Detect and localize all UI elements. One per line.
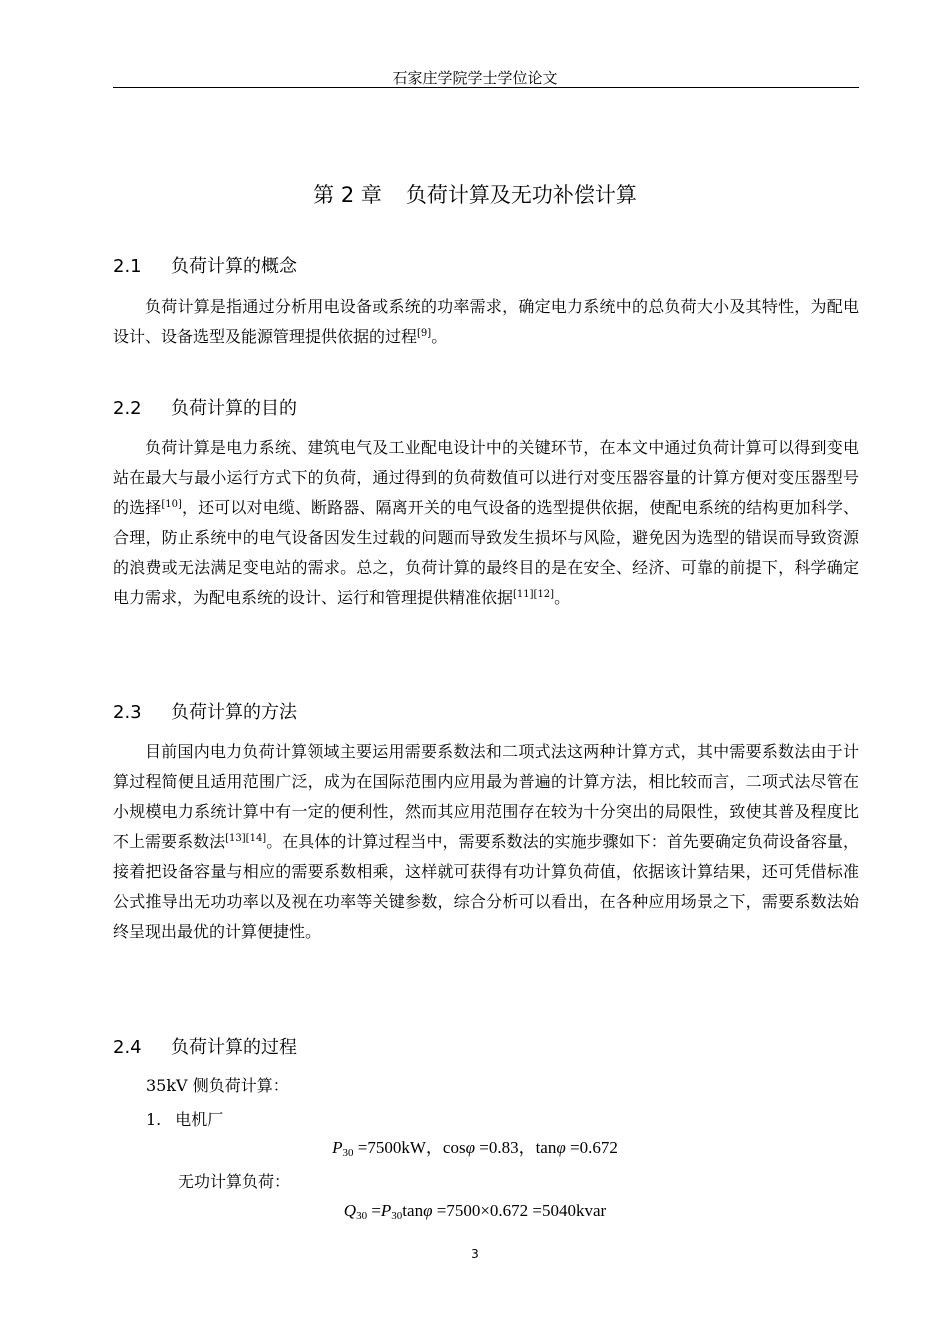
formula-text: =0.672 (565, 1138, 618, 1157)
section-heading-2-4 (113, 1035, 297, 1061)
paragraph-text: 。 (431, 327, 448, 346)
formula-text: =7500×0.672 =5040kvar (432, 1201, 607, 1220)
chapter-name: 负荷计算及无功补偿计算 (405, 183, 637, 207)
symbol-p: P (332, 1138, 343, 1157)
section-title: 负荷计算的过程 (171, 1037, 297, 1058)
calc-intro: 35kV 侧负荷计算： (146, 1076, 289, 1095)
section-number: 2.2 (113, 398, 142, 419)
section-number: 2.4 (113, 1037, 142, 1058)
section-title: 负荷计算的目的 (171, 398, 297, 419)
formula-text: =7500kW，cos (353, 1138, 466, 1157)
section-number: 2.3 (113, 702, 142, 723)
paragraph-text: 。 (554, 588, 571, 607)
paragraph-text: 负荷计算是电力系统、建筑电气及工业配电设计中的关键环节，在本文中通过负荷计算可以得到变电站在最大与最小运行方式下的负荷，通过得到的负荷数值可以进行对变压器容量的计算方便对变压器型号的选择 (113, 438, 859, 517)
list-item-name: 电机厂 (175, 1110, 224, 1129)
citation-10: [10] (161, 499, 182, 510)
citation-9: [9] (417, 328, 432, 339)
running-header: 石家庄学院学士学位论文 (392, 69, 558, 87)
formula-text: tan (402, 1201, 424, 1220)
reactive-load-label: 无功计算负荷： (178, 1172, 291, 1191)
section-heading-2-2 (113, 396, 297, 422)
symbol-phi: φ (465, 1138, 475, 1157)
section-title: 负荷计算的概念 (171, 256, 297, 277)
list-item-number: 1. (146, 1110, 162, 1129)
paragraph-text: 目前国内电力负荷计算领域主要运用需要系数法和二项式法这两种计算方式，其中需要系数法由于计算过程简便且适用范围广泛，成为在国际范围内应用最为普遍的计算方法，相比较而言，二项式法尽管在小规模电力系统计算中有一定的便利性，然而其应用范围存在较为十分突出的局限性，致使其普及程度比不上需要系数法 (113, 742, 859, 851)
section-heading-2-1 (113, 254, 297, 280)
paragraph-2-1 (113, 292, 859, 352)
paragraph-2-3 (113, 737, 859, 947)
paragraph-2-2 (113, 433, 859, 613)
section-title: 负荷计算的方法 (171, 702, 297, 723)
citation-13-14: [13][14] (225, 833, 267, 844)
page-number: 3 (471, 1247, 479, 1261)
paragraph-text: 负荷计算是指通过分析用电设备或系统的功率需求，确定电力系统中的总负荷大小及其特性，为配电设计、设备选型及能源管理提供依据的过程 (113, 297, 859, 346)
chapter-number: 第 2 章 (313, 183, 382, 207)
symbol-p: P (380, 1201, 392, 1220)
formula-text: = (367, 1201, 381, 1220)
symbol-q: Q (343, 1201, 357, 1220)
formula-p30 (0, 1135, 950, 1161)
symbol-phi: φ (423, 1201, 433, 1220)
section-heading-2-3 (113, 700, 297, 726)
citation-11-12: [11][12] (513, 589, 555, 600)
paragraph-text: ，还可以对电缆、断路器、隔离开关的电气设备的选型提供依据，使配电系统的结构更加科学、合理，防止系统中的电气设备因发生过载的问题而导致发生损坏与风险，避免因为选型的错误而导致资源的浪费或无法满足变电站的需求。总之，负荷计算的最终目的是在安全、经济、可靠的前提下，科学确定电力需求，为配电系统的设计、运行和管理提供精准依据 (113, 498, 859, 607)
list-item-1 (146, 1108, 223, 1132)
formula-text: =0.83，tan (474, 1138, 557, 1157)
paragraph-text: 。在具体的计算过程当中，需要系数法的实施步骤如下：首先要确定负荷设备容量，接着把设备容量与相应的需要系数相乘，这样就可获得有功计算负荷值，依据该计算结果，还可凭借标准公式推导出无功功率以及视在功率等关键参数，综合分析可以看出，在各种应用场景之下，需要系数法始终呈现出最优的计算便捷性。 (113, 832, 859, 941)
header-rule (113, 87, 859, 88)
chapter-title (0, 180, 950, 210)
section-number: 2.1 (113, 256, 142, 277)
subscript-30: 30 (391, 1210, 403, 1222)
formula-q30 (0, 1198, 950, 1224)
symbol-phi: φ (556, 1138, 566, 1157)
subscript-30: 30 (356, 1210, 368, 1222)
subscript-30: 30 (342, 1147, 354, 1159)
